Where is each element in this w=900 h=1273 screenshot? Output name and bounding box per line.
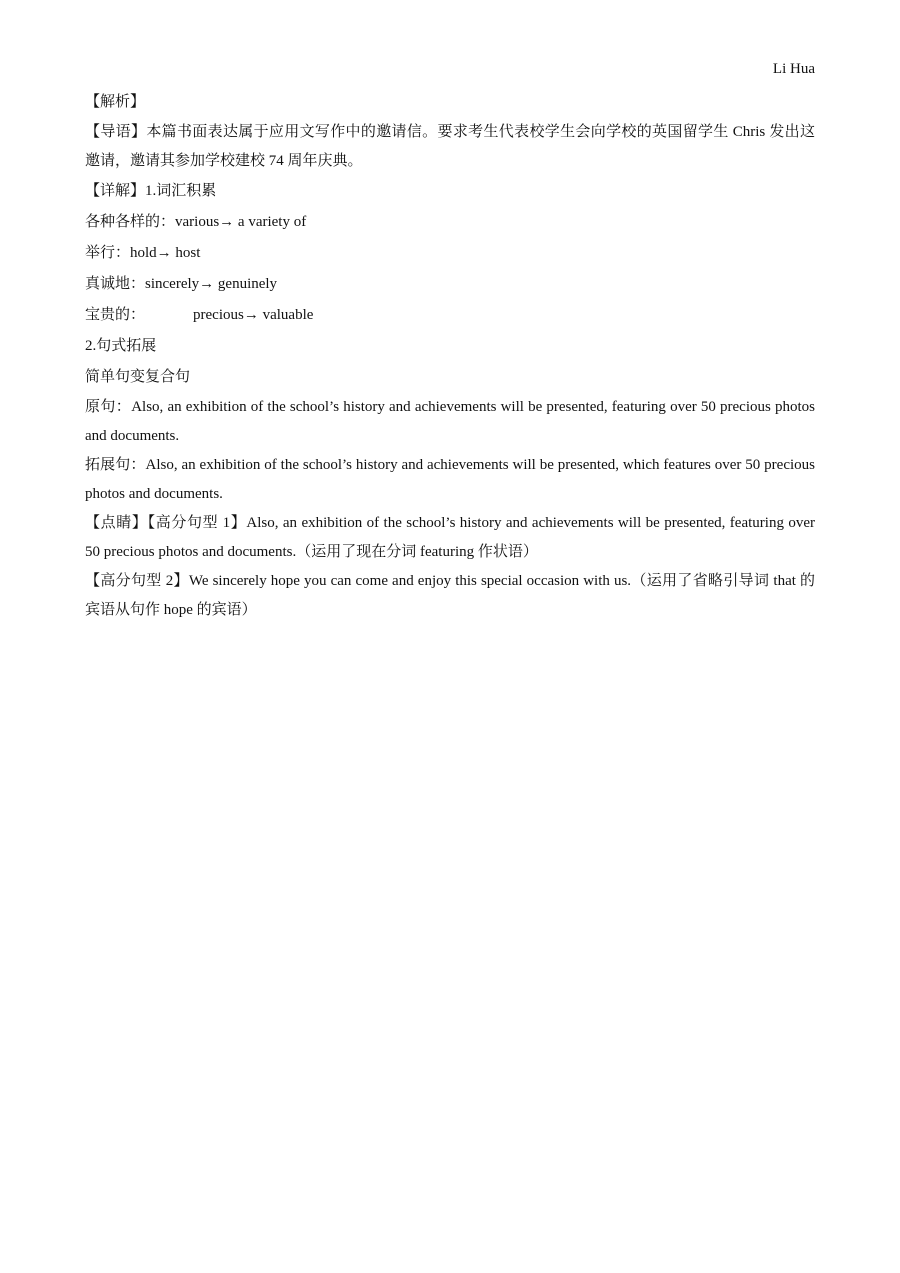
vocab-item <box>85 300 815 331</box>
vocab-en: precious→ valuable <box>193 307 314 323</box>
original-text: Also, an exhibition of the school’s history and achievements will be presented, featuring over 50 precious photos and documents. <box>85 399 815 444</box>
vocab-cn: 宝贵的： <box>85 307 146 323</box>
vocab-item <box>85 269 815 300</box>
vocab-en: sincerely→ genuinely <box>145 276 278 292</box>
vocab-cn: 举行： <box>85 245 131 261</box>
sentence-subtitle: 简单句变复合句 <box>85 369 191 385</box>
section-heading-jiexi: 【解析】 <box>85 94 146 110</box>
vocab-cn: 各种各样的： <box>85 214 176 230</box>
vocab-cn: 真诚地： <box>85 276 146 292</box>
section2-title: 2.句式拓展 <box>85 338 157 354</box>
vocab-en: various→ a variety of <box>175 214 307 230</box>
section1-title: 1.词汇积累 <box>145 183 217 199</box>
daoyu-text: 本篇书面表达属于应用文写作中的邀请信。要求考生代表校学生会向学校的英国留学生 Chris 发出这邀请，邀请其参加学校建校 74 周年庆典。 <box>85 124 815 169</box>
dianjing-item-1 <box>85 509 815 567</box>
xiangjie-heading <box>85 176 815 207</box>
expanded-sentence <box>85 451 815 509</box>
vocab-en: hold→ host <box>130 245 201 261</box>
dianjing-item-2 <box>85 567 815 625</box>
high-score-text-1: Also, an exhibition of the school’s history and achievements will be presented, featuring over 50 precious photos and documents.（运用了现在分词 featuring 作状语） <box>85 515 815 560</box>
analysis-content <box>85 87 815 625</box>
expanded-text: Also, an exhibition of the school’s history and achievements will be presented, which features over 50 precious photos and documents. <box>85 457 815 502</box>
original-sentence <box>85 393 815 451</box>
signature: Li Hua <box>772 61 815 77</box>
daoyu-paragraph <box>85 118 815 176</box>
expanded-label: 拓展句： <box>85 457 146 473</box>
original-label: 原句： <box>85 399 132 415</box>
vocab-item <box>85 238 815 269</box>
dianjing-tag: 【点睛】 <box>85 515 148 531</box>
daoyu-tag: 【导语】 <box>85 124 147 140</box>
high-score-text-2: We sincerely hope you can come and enjoy this special occasion with us.（运用了省略引导词 that 的宾语从句作 hope 的宾语） <box>85 573 815 618</box>
xiangjie-tag: 【详解】 <box>85 183 146 199</box>
high-score-tag-1: 【高分句型 1】 <box>147 515 247 531</box>
vocab-item <box>85 207 815 238</box>
high-score-tag-2: 【高分句型 2】 <box>85 573 189 589</box>
